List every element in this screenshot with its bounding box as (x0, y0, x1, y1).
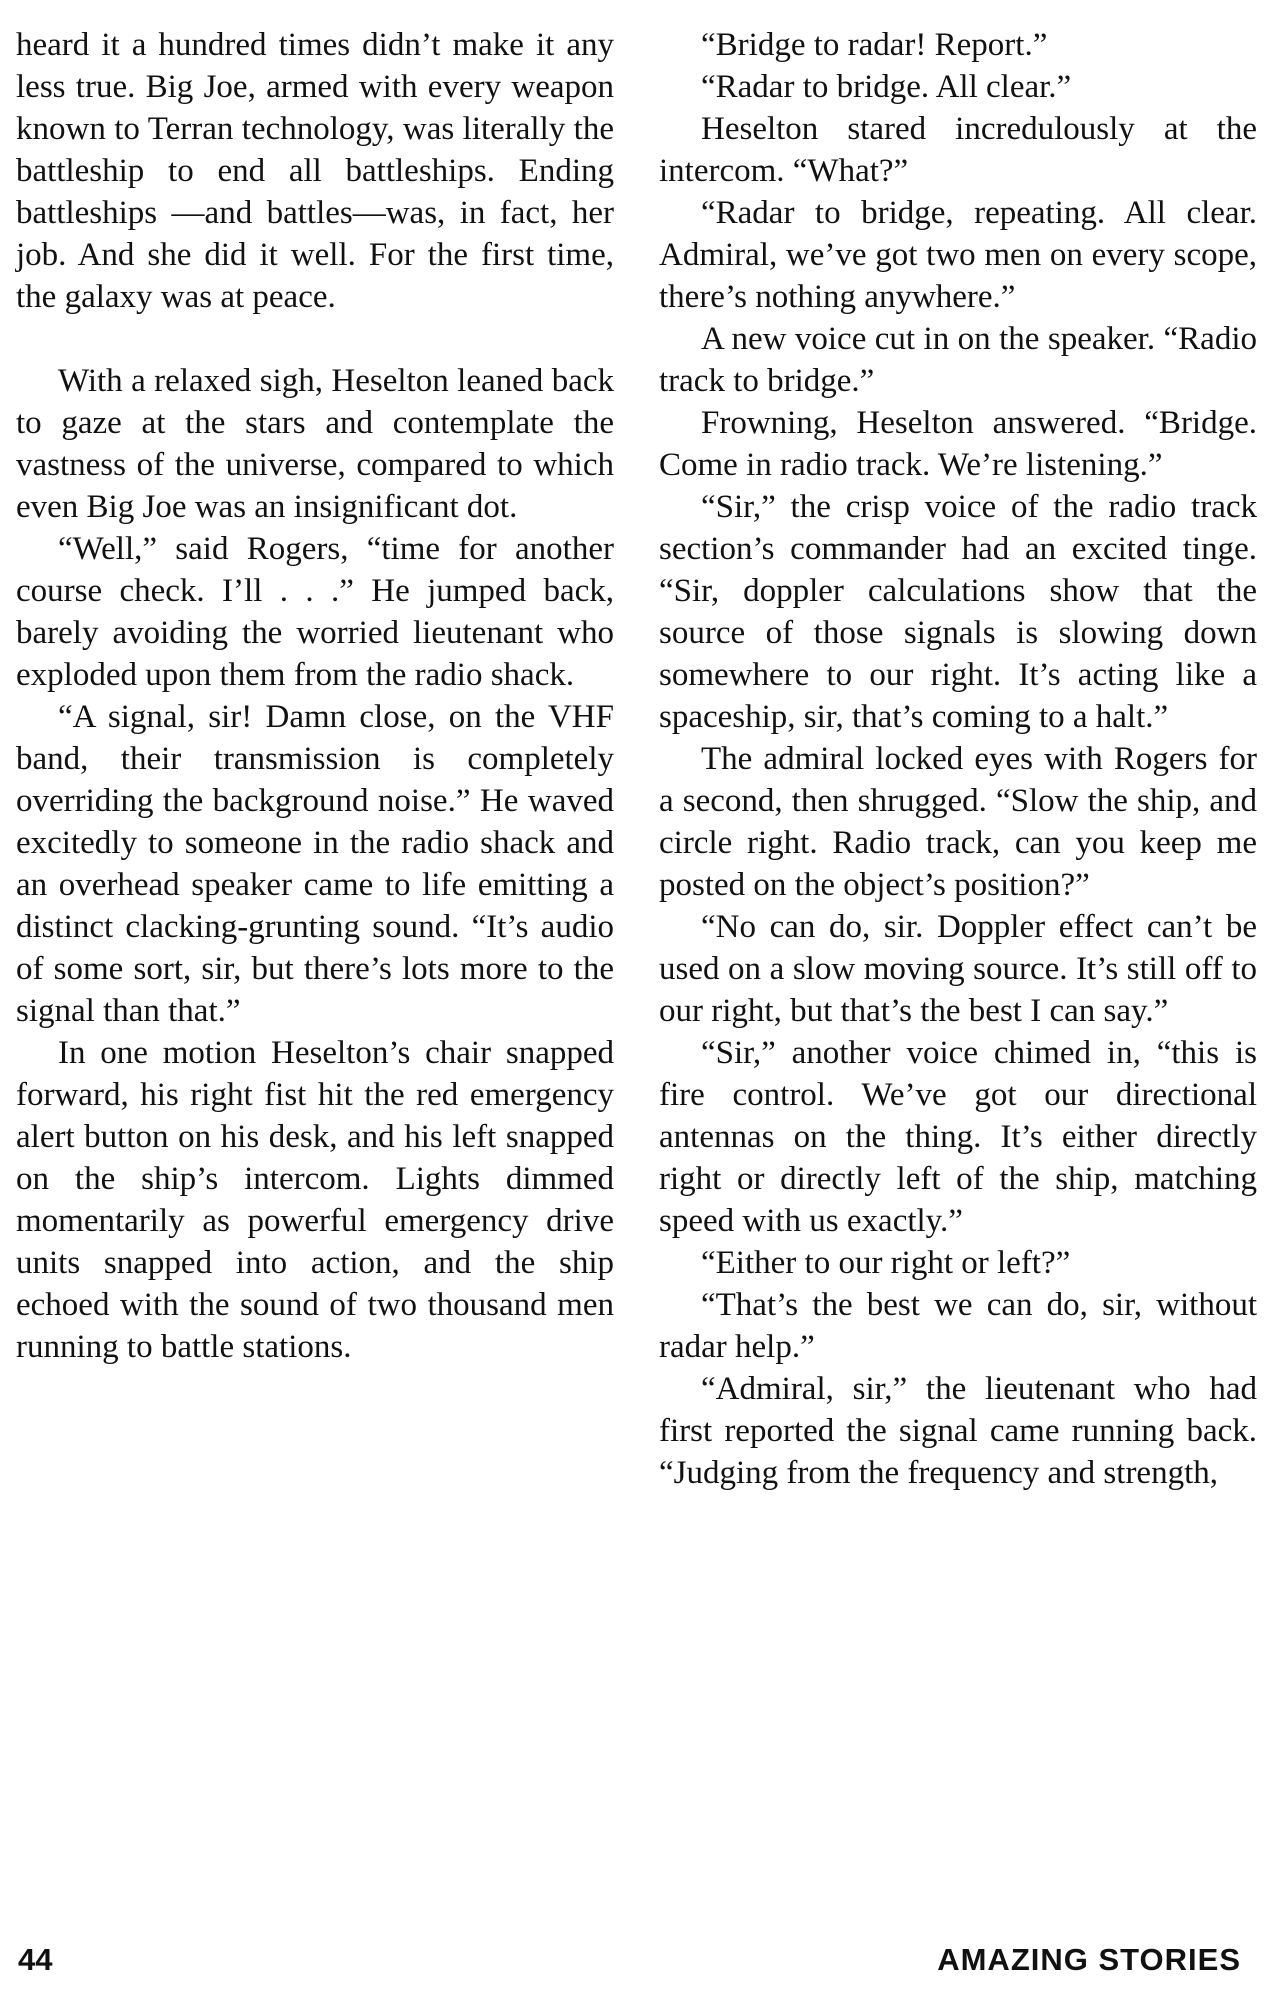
paragraph: “Radar to bridge. All clear.” (701, 69, 1072, 105)
paragraph: “Radar to bridge, repeating. All clear. Admiral, we’ve got two men on every scope, there’s nothing anywhere.” (659, 195, 1257, 315)
paragraph: A new voice cut in on the speaker. “Radio track to bridge.” (659, 321, 1257, 399)
right-text-column (659, 24, 1257, 1494)
paragraph: The admiral locked eyes with Rogers for a second, then shrugged. “Slow the ship, and circle right. Radio track, can you keep me posted on the object’s position?” (659, 741, 1257, 903)
left-text-column (16, 24, 614, 1368)
paragraph: “Bridge to radar! Report.” (701, 27, 1048, 63)
paragraph: Heselton stared incredulously at the intercom. “What?” (659, 111, 1257, 189)
paragraph: “Either to our right or left?” (701, 1245, 1071, 1281)
paragraph: “Admiral, sir,” the lieutenant who had first reported the signal came running back. “Judging from the frequency and strength, (659, 1371, 1257, 1491)
paragraph: “That’s the best we can do, sir, without radar help.” (659, 1287, 1257, 1365)
page-footer (0, 1940, 1273, 1990)
running-title: AMAZING STORIES (937, 1942, 1241, 1977)
paragraph: “Well,” said Rogers, “time for another course check. I’ll . . .” He jumped back, barely avoiding the worried lieutenant who exploded upon them from the radio shack. (16, 531, 614, 693)
paragraph: heard it a hundred times didn’t make it any less true. Big Joe, armed with every weapon known to Terran technology, was literally the battleship to end all battleships. Ending battleships —and battles—was, in fact, her job. And she did it well. For the first time, the galaxy was at peace. (16, 27, 614, 315)
paragraph: “A signal, sir! Damn close, on the VHF band, their transmission is completely overriding the background noise.” He waved excitedly to someone in the radio shack and an overhead speaker came to life emitting a distinct clacking-grunting sound. “It’s audio of some sort, sir, but there’s lots more to the signal than that.” (16, 699, 614, 1029)
paragraph: “Sir,” the crisp voice of the radio track section’s commander had an excited tinge. “Sir, doppler calculations show that the source of those signals is slowing down somewhere to our right. It’s acting like a spaceship, sir, that’s coming to a halt.” (659, 489, 1257, 735)
paragraph: Frowning, Heselton answered. “Bridge. Come in radio track. We’re listening.” (659, 405, 1257, 483)
page-number: 44 (18, 1942, 53, 1977)
paragraph: With a relaxed sigh, Heselton leaned back to gaze at the stars and contemplate the vastness of the universe, compared to which even Big Joe was an insignificant dot. (16, 363, 614, 525)
paragraph: “Sir,” another voice chimed in, “this is fire control. We’ve got our directional antennas on the thing. It’s either directly right or directly left of the ship, matching speed with us exactly.” (659, 1035, 1257, 1239)
paragraph: “No can do, sir. Doppler effect can’t be used on a slow moving source. It’s still off to our right, but that’s the best I can say.” (659, 909, 1257, 1029)
paragraph: In one motion Heselton’s chair snapped forward, his right fist hit the red emergency alert button on his desk, and his left snapped on the ship’s intercom. Lights dimmed momentarily as powerful emergency drive units snapped into action, and the ship echoed with the sound of two thousand men running to battle stations. (16, 1035, 614, 1365)
